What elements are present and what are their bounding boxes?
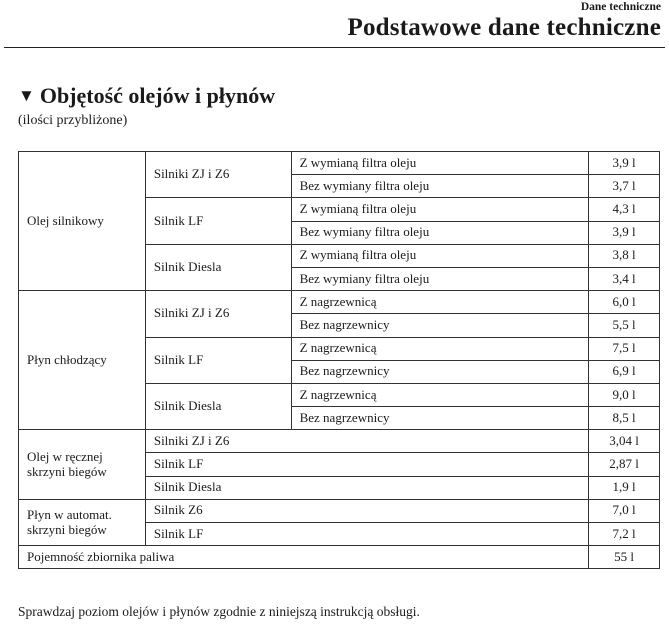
engine-cell: Silnik LF (145, 198, 291, 244)
engine-cell: Silnik LF (145, 337, 291, 383)
table-row (19, 291, 660, 314)
condition-cell: Z nagrzewnicą (291, 291, 588, 314)
value-cell: 3,9 l (589, 221, 660, 244)
value-cell: 8,5 l (589, 407, 660, 430)
condition-cell: Bez wymiany filtra oleju (291, 175, 588, 198)
section-subtitle: (ilości przybliżone) (18, 113, 128, 128)
condition-cell: Z wymianą filtra oleju (291, 244, 588, 267)
engine-cell: Silnik Diesla (145, 244, 291, 290)
value-cell: 7,0 l (589, 499, 660, 522)
category-line: Płyn w automat. (27, 506, 112, 522)
condition-cell: Bez wymiany filtra oleju (291, 221, 588, 244)
triangle-down-icon: ▼ (18, 86, 35, 105)
table-row (19, 499, 660, 522)
category-cell: Płyn chłodzący (19, 291, 146, 430)
value-cell: 7,2 l (589, 523, 660, 546)
value-cell: 6,9 l (589, 360, 660, 383)
value-cell: 1,9 l (589, 476, 660, 499)
table-row (19, 430, 660, 453)
value-cell: 9,0 l (589, 383, 660, 406)
value-cell: 2,87 l (589, 453, 660, 476)
category-line: Olej w ręcznej (27, 448, 103, 464)
condition-cell: Z wymianą filtra oleju (291, 198, 588, 221)
condition-cell: Bez nagrzewnicy (291, 407, 588, 430)
engine-cell: Silnik LF (145, 453, 588, 476)
table-row (19, 546, 660, 569)
condition-cell: Z nagrzewnicą (291, 383, 588, 406)
value-cell: 5,5 l (589, 314, 660, 337)
value-cell: 4,3 l (589, 198, 660, 221)
category-cell (19, 499, 146, 545)
value-cell: 3,4 l (589, 267, 660, 290)
condition-cell: Z wymianą filtra oleju (291, 152, 588, 175)
condition-cell: Z nagrzewnicą (291, 337, 588, 360)
value-cell: 3,7 l (589, 175, 660, 198)
engine-cell: Silnik LF (145, 523, 588, 546)
value-cell: 7,5 l (589, 337, 660, 360)
engine-cell: Silniki ZJ i Z6 (145, 291, 291, 337)
engine-cell: Silniki ZJ i Z6 (145, 152, 291, 198)
value-cell: 6,0 l (589, 291, 660, 314)
condition-cell: Bez nagrzewnicy (291, 360, 588, 383)
category-line: skrzyni biegów (27, 463, 107, 479)
engine-cell: Silnik Diesla (145, 383, 291, 429)
header-divider (4, 47, 665, 48)
table-row (19, 152, 660, 175)
category-cell: Pojemność zbiornika paliwa (19, 546, 589, 569)
section-title (18, 83, 275, 109)
engine-cell: Silnik Z6 (145, 499, 588, 522)
value-cell: 3,8 l (589, 244, 660, 267)
engine-cell: Silniki ZJ i Z6 (145, 430, 588, 453)
fluid-capacity-table (18, 151, 660, 569)
category-cell (19, 430, 146, 500)
value-cell: 3,9 l (589, 152, 660, 175)
chapter-label: Dane techniczne (580, 1, 661, 13)
value-cell: 3,04 l (589, 430, 660, 453)
category-line: skrzyni biegów (27, 521, 107, 537)
engine-cell: Silnik Diesla (145, 476, 588, 499)
value-cell: 55 l (589, 546, 660, 569)
section-title-text: Objętość olejów i płynów (39, 83, 276, 108)
category-cell: Olej silnikowy (19, 152, 146, 291)
condition-cell: Bez wymiany filtra oleju (291, 267, 588, 290)
footer-note: Sprawdzaj poziom olejów i płynów zgodnie z niniejszą instrukcją obsługi. (18, 604, 420, 619)
page-title: Podstawowe dane techniczne (347, 14, 661, 41)
condition-cell: Bez nagrzewnicy (291, 314, 588, 337)
